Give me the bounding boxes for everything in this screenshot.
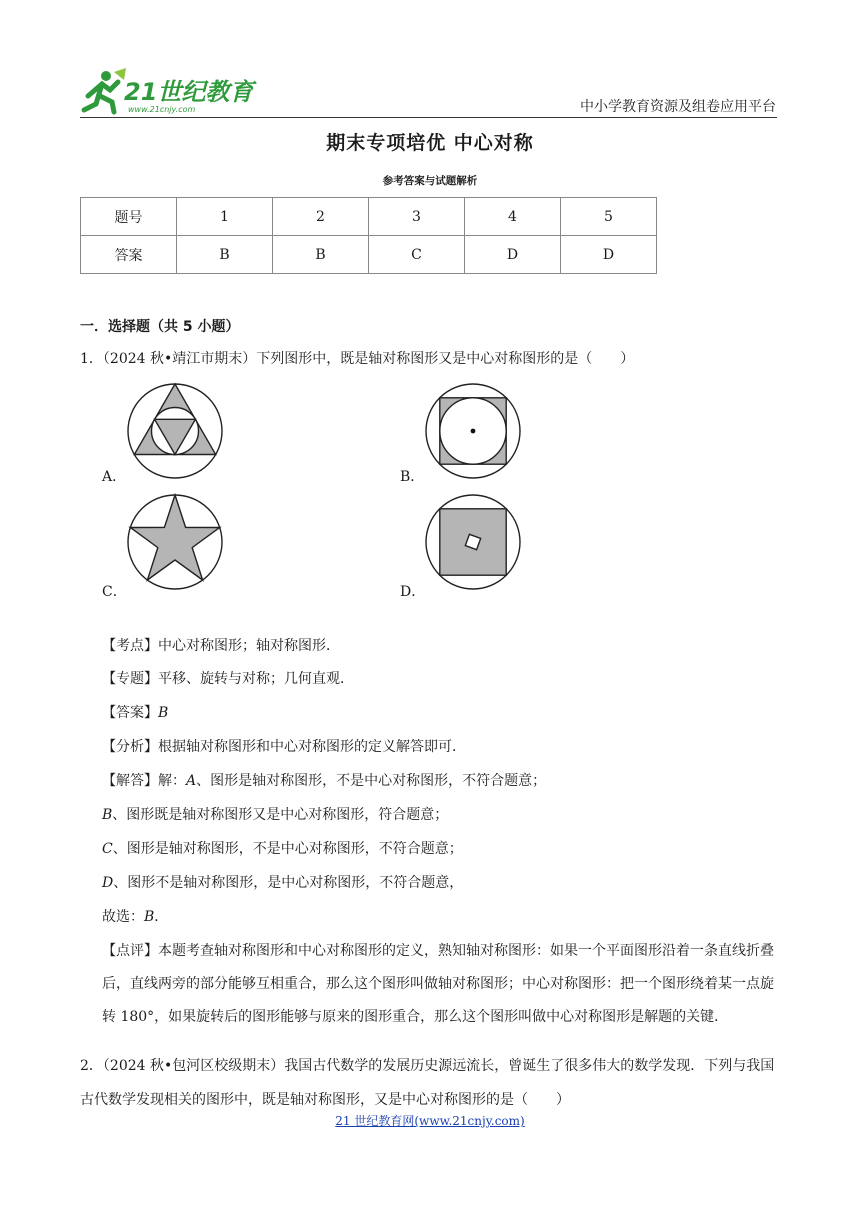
kaodian-text: 中心对称图形；轴对称图形．	[158, 638, 340, 654]
jieda-c-line	[102, 839, 463, 859]
dianping-text: 本题考查轴对称图形和中心对称图形的定义，熟知轴对称图形：如果一个平面图形沿着一条直线折叠后，直线两旁的部分能够互相重合，那么这个图形叫做轴对称图形；中心对称图形：把一个图形绕着某一点旋转 180°，如果旋转后的图形能够与原来的图形重合，那么这个图形叫做中心对称图形是解题的关键．	[102, 943, 774, 1025]
zhuanti-line	[102, 669, 354, 689]
jieda-c-text: 、图形是轴对称图形，不是中心对称图形，不符合题意；	[112, 841, 463, 857]
table-cell: 5	[561, 198, 657, 236]
question-text: 我国古代数学的发展历史源远流长，曾诞生了很多伟大的数学发现．下列与我国古代数学发现相关的图形中，既是轴对称图形，又是中心对称图形的是（ ）	[80, 1058, 775, 1108]
question-source: （2024 秋•靖江市期末）	[102, 351, 257, 367]
page-title: 期末专项培优 中心对称	[326, 132, 534, 154]
fenxi-label: 【分析】	[102, 739, 158, 755]
figure-option-a	[126, 382, 224, 480]
logo-text: 21世纪教育	[124, 78, 254, 106]
table-cell: 2	[273, 198, 369, 236]
jieda-pre: 解：	[158, 773, 186, 789]
runner-icon	[84, 68, 126, 112]
guxuan-letter: B	[144, 909, 155, 925]
guxuan-end: ．	[154, 909, 169, 925]
kaodian-line	[102, 636, 340, 656]
guxuan-text: 故选：	[102, 909, 144, 925]
jieda-a-text: 、图形是轴对称图形，不是中心对称图形，不符合题意；	[196, 773, 547, 789]
answer-label: 【答案】	[102, 705, 158, 721]
logo-url: www.21cnjy.com	[128, 105, 196, 114]
jieda-line	[102, 771, 546, 791]
option-a-label: A．	[102, 469, 127, 485]
figure-option-d	[424, 493, 522, 591]
question-number: 2．	[80, 1058, 103, 1074]
table-cell: D	[561, 236, 657, 274]
zhuanti-text: 平移、旋转与对称；几何直观．	[158, 671, 354, 687]
jieda-d-letter: D	[102, 875, 114, 891]
jieda-b-line	[102, 805, 448, 825]
table-cell: B	[273, 236, 369, 274]
jieda-d-text: 、图形不是轴对称图形，是中心对称图形，不符合题意，	[113, 875, 464, 891]
figure-option-c	[126, 493, 224, 591]
answer-value: B	[158, 705, 169, 721]
zhuanti-label: 【专题】	[102, 671, 158, 687]
guxuan-line	[102, 907, 168, 927]
table-cell: 答案	[81, 236, 177, 274]
dianping-paragraph	[102, 935, 782, 1034]
option-c-label: C．	[102, 584, 127, 600]
kaodian-label: 【考点】	[102, 638, 158, 654]
table-cell: 3	[369, 198, 465, 236]
table-row	[81, 198, 657, 236]
jieda-label: 【解答】	[102, 773, 158, 789]
footer-link[interactable]: 21 世纪教育网(www.21cnjy.com)	[335, 1114, 525, 1128]
question-source: （2024 秋•包河区校级期末）	[102, 1058, 285, 1074]
jieda-c-letter: C	[102, 841, 113, 857]
logo	[80, 66, 260, 116]
jieda-a-letter: A	[186, 773, 197, 789]
table-cell: 题号	[81, 198, 177, 236]
table-cell: 4	[465, 198, 561, 236]
dianping-label: 【点评】	[102, 943, 158, 959]
header-divider	[80, 117, 777, 118]
fenxi-line	[102, 737, 466, 757]
table-row	[81, 236, 657, 274]
table-cell: C	[369, 236, 465, 274]
table-cell: 1	[177, 198, 273, 236]
fenxi-text: 根据轴对称图形和中心对称图形的定义解答即可．	[158, 739, 466, 755]
question-text: 下列图形中，既是轴对称图形又是中心对称图形的是（ ）	[256, 351, 635, 367]
page-subtitle: 参考答案与试题解析	[382, 175, 478, 187]
table-cell: D	[465, 236, 561, 274]
jieda-d-line	[102, 873, 463, 893]
figure-option-b	[424, 382, 522, 480]
question-1-stem	[80, 349, 780, 369]
table-cell: B	[177, 236, 273, 274]
answer-line	[102, 703, 168, 723]
jieda-b-letter: B	[102, 807, 113, 823]
option-d-label: D．	[400, 584, 426, 600]
platform-name: 中小学教育资源及组卷应用平台	[580, 99, 776, 115]
question-number: 1．	[80, 351, 103, 367]
section-title: 一．选择题（共 5 小题）	[80, 319, 240, 335]
option-b-label: B．	[400, 469, 425, 485]
jieda-b-text: 、图形既是轴对称图形又是中心对称图形，符合题意；	[112, 807, 449, 823]
question-2-stem	[80, 1049, 780, 1117]
answer-table	[80, 197, 657, 274]
